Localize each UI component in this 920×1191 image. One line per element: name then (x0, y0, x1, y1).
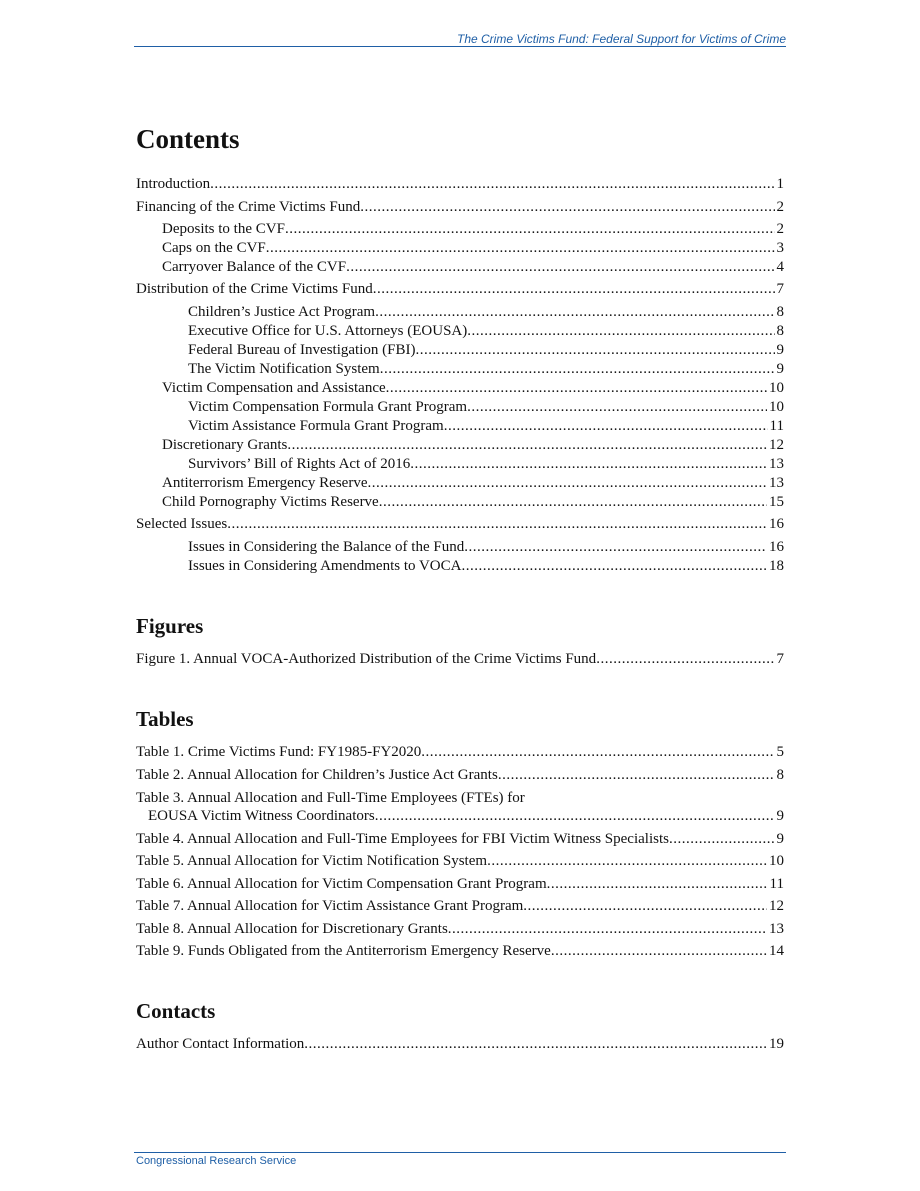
toc-entry-title: Antiterrorism Emergency Reserve (162, 475, 368, 491)
dot-leader (285, 220, 775, 238)
toc-entry[interactable] (136, 198, 784, 216)
dot-leader (373, 280, 775, 298)
toc-entry-title: Table 8. Annual Allocation for Discretionary Grants (136, 921, 448, 937)
toc-entry-title: Victim Assistance Formula Grant Program (188, 418, 444, 434)
dot-leader (596, 650, 774, 668)
toc-entry-title: Distribution of the Crime Victims Fund (136, 281, 373, 297)
dot-leader (551, 942, 767, 960)
table-entry[interactable] (136, 897, 784, 915)
dot-leader (669, 830, 775, 848)
toc-entry-page: 5 (776, 744, 784, 760)
toc-entry[interactable] (188, 398, 784, 416)
contact-entry[interactable] (136, 1035, 784, 1053)
dot-leader (498, 766, 775, 784)
toc-entry-title: Selected Issues (136, 516, 228, 532)
footer-rule (134, 1152, 786, 1153)
toc-entry[interactable] (162, 436, 784, 454)
table-entry[interactable] (136, 766, 784, 784)
toc-entry-page: 16 (769, 539, 784, 555)
table-entry[interactable] (136, 852, 784, 870)
dot-leader (375, 807, 775, 825)
toc-entry-page: 13 (769, 475, 784, 491)
figure-entry[interactable] (136, 650, 784, 668)
toc-entry-title: Introduction (136, 176, 211, 192)
toc-entry-title: Table 5. Annual Allocation for Victim Notification System (136, 853, 488, 869)
toc-entry-page: 16 (769, 516, 784, 532)
toc-entry-title: Author Contact Information (136, 1036, 305, 1052)
toc-entry-title: Issues in Considering the Balance of the Fund (188, 539, 465, 555)
dot-leader (461, 557, 767, 575)
toc-entry-page: 10 (769, 380, 784, 396)
dot-leader (415, 341, 774, 359)
toc-entry-title: Issues in Considering Amendments to VOCA (188, 558, 462, 574)
toc-entry[interactable] (162, 239, 784, 257)
dot-leader (444, 417, 768, 435)
toc-entry-title: Child Pornography Victims Reserve (162, 494, 379, 510)
toc-entry-page: 8 (776, 323, 784, 339)
toc-entry-page: 19 (769, 1036, 784, 1052)
dot-leader (346, 258, 774, 276)
toc-entry[interactable] (162, 258, 784, 276)
toc-entry-page: 7 (776, 651, 784, 667)
toc-entry-page: 12 (769, 898, 784, 914)
toc-entry[interactable] (188, 322, 784, 340)
toc-entry-page: 8 (776, 304, 784, 320)
toc-entry-page: 7 (776, 281, 784, 297)
dot-leader (410, 455, 767, 473)
toc-entry[interactable] (188, 538, 784, 556)
table-entry[interactable] (136, 920, 784, 938)
toc-entry-page: 18 (769, 558, 784, 574)
toc-entry-title: Table 1. Crime Victims Fund: FY1985-FY2020 (136, 744, 422, 760)
tables-heading: Tables (136, 707, 194, 731)
table-entry[interactable] (136, 830, 784, 848)
toc-entry-title: Deposits to the CVF (162, 221, 285, 237)
contents-heading: Contents (136, 124, 240, 154)
toc-entry[interactable] (188, 341, 784, 359)
toc-entry-page: 11 (769, 418, 784, 434)
toc-entry-title: Executive Office for U.S. Attorneys (EOUSA) (188, 323, 468, 339)
dot-leader (304, 1035, 767, 1053)
dot-leader (368, 474, 768, 492)
dot-leader (487, 852, 767, 870)
toc-entry-page: 3 (776, 240, 784, 256)
toc-entry[interactable] (188, 303, 784, 321)
toc-entry-page: 9 (776, 342, 784, 358)
toc-entry-title: Table 4. Annual Allocation and Full-Time Employees for FBI Victim Witness Specialists (136, 831, 669, 847)
toc-entry-page: 4 (776, 259, 784, 275)
toc-entry[interactable] (188, 417, 784, 435)
toc-entry[interactable] (188, 360, 784, 378)
table-entry[interactable] (136, 942, 784, 960)
toc-entry-page: 1 (776, 176, 784, 192)
dot-leader (210, 175, 774, 193)
dot-leader (467, 398, 767, 416)
dot-leader (379, 493, 767, 511)
toc-entry-page: 2 (776, 221, 784, 237)
toc-entry-page: 9 (776, 831, 784, 847)
toc-entry-title: The Victim Notification System (188, 361, 380, 377)
toc-entry[interactable] (162, 379, 784, 397)
toc-entry-page: 13 (769, 921, 784, 937)
toc-entry[interactable] (188, 455, 784, 473)
table-entry[interactable] (136, 743, 784, 761)
dot-leader (360, 198, 774, 216)
dot-leader (380, 360, 775, 378)
toc-entry[interactable] (162, 474, 784, 492)
dot-leader (386, 379, 767, 397)
toc-entry-page: 9 (776, 361, 784, 377)
toc-entry-page: 9 (776, 808, 784, 824)
toc-entry-title: Figure 1. Annual VOCA-Authorized Distribution of the Crime Victims Fund (136, 651, 597, 667)
toc-entry-title: Carryover Balance of the CVF (162, 259, 347, 275)
toc-entry-title: Financing of the Crime Victims Fund (136, 199, 361, 215)
toc-entry-page: 10 (769, 853, 784, 869)
toc-entry-page: 8 (776, 767, 784, 783)
toc-entry[interactable] (136, 280, 784, 298)
figures-heading: Figures (136, 614, 204, 638)
toc-entry-page: 11 (769, 876, 784, 892)
dot-leader (464, 538, 767, 556)
dot-leader (523, 897, 767, 915)
toc-entry-title: Survivors’ Bill of Rights Act of 2016 (188, 456, 411, 472)
dot-leader (375, 303, 774, 321)
table-entry[interactable] (136, 875, 784, 893)
toc-entry-page: 2 (776, 199, 784, 215)
toc-entry-page: 14 (769, 943, 784, 959)
toc-entry-title: Table 6. Annual Allocation for Victim Compensation Grant Program (136, 876, 547, 892)
toc-entry-title: Federal Bureau of Investigation (FBI) (188, 342, 416, 358)
dot-leader (266, 239, 775, 257)
toc-entry[interactable] (162, 493, 784, 511)
toc-entry-page: 12 (769, 437, 784, 453)
header-rule (134, 46, 786, 47)
dot-leader (467, 322, 774, 340)
toc-entry-title: Table 7. Annual Allocation for Victim Assistance Grant Program (136, 898, 524, 914)
toc-entry-title: Caps on the CVF (162, 240, 266, 256)
toc-entry[interactable] (162, 220, 784, 238)
table-entry[interactable] (136, 789, 784, 825)
toc-entry-title: Table 9. Funds Obligated from the Antiterrorism Emergency Reserve (136, 943, 551, 959)
contacts-heading: Contacts (136, 999, 216, 1023)
toc-entry[interactable] (136, 515, 784, 533)
toc-entry-title-continued: EOUSA Victim Witness Coordinators (148, 808, 375, 824)
toc-entry[interactable] (136, 175, 784, 193)
running-header-title: The Crime Victims Fund: Federal Support for Victims of Crime (457, 32, 786, 46)
dot-leader (421, 743, 774, 761)
toc-entry-title: Discretionary Grants (162, 437, 288, 453)
toc-entry-title: Victim Compensation Formula Grant Program (188, 399, 468, 415)
footer-publisher: Congressional Research Service (136, 1155, 297, 1167)
toc-entry-title: Table 3. Annual Allocation and Full-Time Employees (FTEs) for (136, 790, 525, 806)
dot-leader (547, 875, 768, 893)
toc-entry-title: Table 2. Annual Allocation for Children’s Justice Act Grants (136, 767, 498, 783)
toc-entry-title: Victim Compensation and Assistance (162, 380, 386, 396)
toc-entry-page: 13 (769, 456, 784, 472)
dot-leader (227, 515, 767, 533)
toc-entry-page: 15 (769, 494, 784, 510)
toc-entry-title: Children’s Justice Act Program (188, 304, 376, 320)
toc-entry-page: 10 (769, 399, 784, 415)
dot-leader (448, 920, 767, 938)
dot-leader (287, 436, 767, 454)
toc-entry[interactable] (188, 557, 784, 575)
